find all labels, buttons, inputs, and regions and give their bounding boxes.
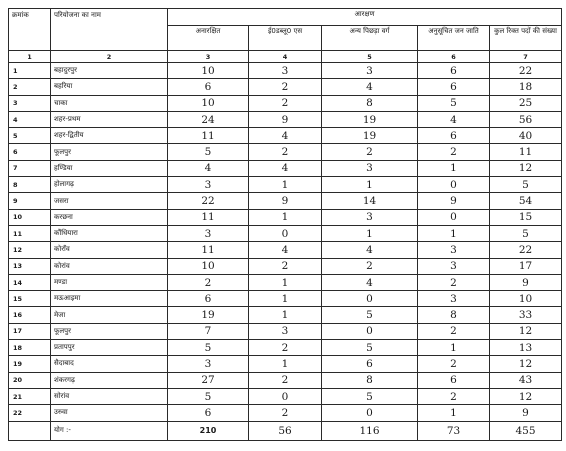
row-value-cell: 12 bbox=[490, 323, 562, 339]
row-serial: 2 bbox=[9, 79, 51, 95]
row-serial: 20 bbox=[9, 372, 51, 388]
row-project-name: फूलपुर bbox=[51, 144, 168, 160]
col-number: 3 bbox=[168, 51, 249, 63]
table-row bbox=[9, 63, 562, 79]
row-value-cell: 2 bbox=[249, 340, 322, 356]
row-value-cell: 10 bbox=[168, 63, 249, 79]
row-value-cell: 4 bbox=[322, 242, 418, 258]
row-serial: 15 bbox=[9, 291, 51, 307]
row-value-cell: 1 bbox=[249, 209, 322, 225]
table-row bbox=[9, 128, 562, 144]
row-serial: 8 bbox=[9, 177, 51, 193]
row-value-cell: 2 bbox=[249, 405, 322, 421]
row-value-cell: 1 bbox=[322, 225, 418, 241]
row-value-cell: 5 bbox=[168, 340, 249, 356]
row-value-cell: 5 bbox=[168, 388, 249, 404]
table-row bbox=[9, 291, 562, 307]
total-cell: 455 bbox=[490, 421, 562, 440]
vacancy-table-document bbox=[8, 8, 561, 441]
row-value-cell: 10 bbox=[168, 258, 249, 274]
row-value-cell: 8 bbox=[322, 95, 418, 111]
row-project-name: मऊआइमा bbox=[51, 291, 168, 307]
row-serial: 21 bbox=[9, 388, 51, 404]
row-value-cell: 1 bbox=[249, 274, 322, 290]
row-value-cell: 9 bbox=[249, 193, 322, 209]
table-row bbox=[9, 95, 562, 111]
row-project-name: मेजा bbox=[51, 307, 168, 323]
row-value-cell: 3 bbox=[168, 356, 249, 372]
row-project-name: बहरिया bbox=[51, 79, 168, 95]
row-value-cell: 5 bbox=[490, 177, 562, 193]
row-project-name: बहादुरपुर bbox=[51, 63, 168, 79]
row-value-cell: 27 bbox=[168, 372, 249, 388]
row-value-cell: 11 bbox=[168, 128, 249, 144]
row-serial: 18 bbox=[9, 340, 51, 356]
row-value-cell: 1 bbox=[249, 291, 322, 307]
table-row bbox=[9, 79, 562, 95]
row-value-cell: 6 bbox=[168, 291, 249, 307]
table-row bbox=[9, 209, 562, 225]
row-serial: 13 bbox=[9, 258, 51, 274]
header-serial: क्रमांक bbox=[9, 9, 51, 51]
row-serial: 1 bbox=[9, 63, 51, 79]
row-value-cell: 3 bbox=[418, 242, 490, 258]
table-row bbox=[9, 160, 562, 176]
row-value-cell: 1 bbox=[249, 356, 322, 372]
row-value-cell: 3 bbox=[418, 291, 490, 307]
row-value-cell: 1 bbox=[322, 177, 418, 193]
col-number: 2 bbox=[51, 51, 168, 63]
row-project-name: कोरांव bbox=[51, 258, 168, 274]
row-value-cell: 2 bbox=[418, 323, 490, 339]
row-value-cell: 6 bbox=[418, 63, 490, 79]
row-value-cell: 8 bbox=[418, 307, 490, 323]
row-value-cell: 6 bbox=[418, 372, 490, 388]
row-value-cell: 3 bbox=[249, 63, 322, 79]
header-unreserved: अनारक्षित bbox=[168, 26, 249, 51]
col-number: 1 bbox=[9, 51, 51, 63]
row-project-name: सैदाबाद bbox=[51, 356, 168, 372]
row-value-cell: 6 bbox=[418, 128, 490, 144]
row-value-cell: 6 bbox=[168, 79, 249, 95]
vacancy-table bbox=[8, 8, 562, 441]
row-value-cell: 8 bbox=[322, 372, 418, 388]
row-value-cell: 2 bbox=[249, 258, 322, 274]
row-value-cell: 54 bbox=[490, 193, 562, 209]
row-value-cell: 5 bbox=[418, 95, 490, 111]
total-cell: 116 bbox=[322, 421, 418, 440]
table-row bbox=[9, 323, 562, 339]
row-value-cell: 56 bbox=[490, 111, 562, 127]
row-value-cell: 0 bbox=[249, 388, 322, 404]
row-value-cell: 3 bbox=[249, 323, 322, 339]
row-value-cell: 1 bbox=[418, 160, 490, 176]
total-row bbox=[9, 421, 562, 440]
row-value-cell: 4 bbox=[168, 160, 249, 176]
row-value-cell: 0 bbox=[418, 209, 490, 225]
col-number: 6 bbox=[418, 51, 490, 63]
row-serial: 12 bbox=[9, 242, 51, 258]
row-value-cell: 9 bbox=[490, 274, 562, 290]
total-cell: 73 bbox=[418, 421, 490, 440]
header-row-top bbox=[9, 9, 562, 26]
row-value-cell: 2 bbox=[418, 388, 490, 404]
row-value-cell: 11 bbox=[490, 144, 562, 160]
row-value-cell: 2 bbox=[249, 144, 322, 160]
table-row bbox=[9, 405, 562, 421]
row-value-cell: 6 bbox=[168, 405, 249, 421]
row-value-cell: 12 bbox=[490, 356, 562, 372]
row-value-cell: 10 bbox=[168, 95, 249, 111]
row-serial: 9 bbox=[9, 193, 51, 209]
row-value-cell: 1 bbox=[249, 307, 322, 323]
header-st: अनुसूचित जन जाति bbox=[418, 26, 490, 51]
table-row bbox=[9, 193, 562, 209]
row-value-cell: 22 bbox=[490, 242, 562, 258]
row-value-cell: 0 bbox=[249, 225, 322, 241]
row-value-cell: 12 bbox=[490, 160, 562, 176]
row-value-cell: 14 bbox=[322, 193, 418, 209]
row-value-cell: 33 bbox=[490, 307, 562, 323]
row-value-cell: 3 bbox=[322, 160, 418, 176]
row-project-name: शहर-द्वितीय bbox=[51, 128, 168, 144]
row-project-name: होलागढ़ bbox=[51, 177, 168, 193]
row-value-cell: 2 bbox=[249, 372, 322, 388]
table-body bbox=[9, 63, 562, 422]
row-serial: 4 bbox=[9, 111, 51, 127]
row-project-name: उरुवा bbox=[51, 405, 168, 421]
row-value-cell: 4 bbox=[249, 160, 322, 176]
table-row bbox=[9, 111, 562, 127]
total-label: योग :- bbox=[51, 421, 168, 440]
row-value-cell: 4 bbox=[418, 111, 490, 127]
table-row bbox=[9, 177, 562, 193]
table-row bbox=[9, 388, 562, 404]
header-ews: ई0डब्लू0 एस bbox=[249, 26, 322, 51]
row-serial: 17 bbox=[9, 323, 51, 339]
row-value-cell: 17 bbox=[490, 258, 562, 274]
row-project-name: कोराँव bbox=[51, 242, 168, 258]
header-number-row bbox=[9, 51, 562, 63]
row-value-cell: 40 bbox=[490, 128, 562, 144]
row-value-cell: 18 bbox=[490, 79, 562, 95]
table-row bbox=[9, 372, 562, 388]
row-value-cell: 5 bbox=[322, 307, 418, 323]
row-value-cell: 1 bbox=[249, 177, 322, 193]
row-value-cell: 0 bbox=[322, 323, 418, 339]
row-value-cell: 2 bbox=[322, 144, 418, 160]
row-serial: 22 bbox=[9, 405, 51, 421]
row-value-cell: 15 bbox=[490, 209, 562, 225]
row-value-cell: 2 bbox=[249, 79, 322, 95]
col-number: 7 bbox=[490, 51, 562, 63]
table-row bbox=[9, 225, 562, 241]
col-number: 5 bbox=[322, 51, 418, 63]
row-value-cell: 4 bbox=[249, 128, 322, 144]
row-value-cell: 5 bbox=[322, 388, 418, 404]
row-project-name: चाका bbox=[51, 95, 168, 111]
row-serial: 19 bbox=[9, 356, 51, 372]
row-project-name: शहर-प्रथम bbox=[51, 111, 168, 127]
row-serial: 10 bbox=[9, 209, 51, 225]
table-row bbox=[9, 307, 562, 323]
row-project-name: करछना bbox=[51, 209, 168, 225]
header-project-name: परियोजना का नाम bbox=[51, 9, 168, 51]
row-value-cell: 2 bbox=[418, 356, 490, 372]
row-project-name: हण्डिया bbox=[51, 160, 168, 176]
row-value-cell: 11 bbox=[168, 242, 249, 258]
row-value-cell: 2 bbox=[418, 144, 490, 160]
row-value-cell: 22 bbox=[490, 63, 562, 79]
row-value-cell: 19 bbox=[322, 128, 418, 144]
row-value-cell: 3 bbox=[168, 177, 249, 193]
row-value-cell: 9 bbox=[490, 405, 562, 421]
row-value-cell: 1 bbox=[418, 225, 490, 241]
row-value-cell: 19 bbox=[322, 111, 418, 127]
total-cell: 210 bbox=[168, 421, 249, 440]
table-row bbox=[9, 340, 562, 356]
table-row bbox=[9, 144, 562, 160]
row-value-cell: 4 bbox=[322, 79, 418, 95]
row-value-cell: 3 bbox=[168, 225, 249, 241]
row-value-cell: 1 bbox=[418, 405, 490, 421]
row-value-cell: 4 bbox=[249, 242, 322, 258]
row-value-cell: 6 bbox=[418, 79, 490, 95]
row-project-name: शंकरगढ़ bbox=[51, 372, 168, 388]
row-project-name: जसरा bbox=[51, 193, 168, 209]
row-value-cell: 0 bbox=[322, 405, 418, 421]
header-reservation: आरक्षण bbox=[168, 9, 562, 26]
row-project-name: कौंधियारा bbox=[51, 225, 168, 241]
row-value-cell: 7 bbox=[168, 323, 249, 339]
row-project-name: सोरांव bbox=[51, 388, 168, 404]
row-serial: 3 bbox=[9, 95, 51, 111]
total-cell: 56 bbox=[249, 421, 322, 440]
row-serial: 7 bbox=[9, 160, 51, 176]
row-value-cell: 2 bbox=[249, 95, 322, 111]
row-value-cell: 5 bbox=[322, 340, 418, 356]
row-value-cell: 2 bbox=[418, 274, 490, 290]
total-blank bbox=[9, 421, 51, 440]
col-number: 4 bbox=[249, 51, 322, 63]
row-value-cell: 4 bbox=[322, 274, 418, 290]
row-serial: 5 bbox=[9, 128, 51, 144]
row-value-cell: 0 bbox=[418, 177, 490, 193]
table-row bbox=[9, 258, 562, 274]
row-value-cell: 43 bbox=[490, 372, 562, 388]
row-project-name: फूलपुर bbox=[51, 323, 168, 339]
row-value-cell: 25 bbox=[490, 95, 562, 111]
row-value-cell: 6 bbox=[322, 356, 418, 372]
row-value-cell: 19 bbox=[168, 307, 249, 323]
row-value-cell: 11 bbox=[168, 209, 249, 225]
header-obc: अन्य पिछड़ा वर्ग bbox=[322, 26, 418, 51]
row-value-cell: 9 bbox=[249, 111, 322, 127]
row-value-cell: 3 bbox=[322, 63, 418, 79]
row-value-cell: 2 bbox=[322, 258, 418, 274]
row-serial: 14 bbox=[9, 274, 51, 290]
row-value-cell: 5 bbox=[490, 225, 562, 241]
row-value-cell: 13 bbox=[490, 340, 562, 356]
row-value-cell: 12 bbox=[490, 388, 562, 404]
row-value-cell: 22 bbox=[168, 193, 249, 209]
row-value-cell: 3 bbox=[418, 258, 490, 274]
row-serial: 11 bbox=[9, 225, 51, 241]
table-row bbox=[9, 242, 562, 258]
row-project-name: प्रतापपुर bbox=[51, 340, 168, 356]
table-row bbox=[9, 356, 562, 372]
row-value-cell: 0 bbox=[322, 291, 418, 307]
row-value-cell: 2 bbox=[168, 274, 249, 290]
table-row bbox=[9, 274, 562, 290]
row-project-name: मण्डा bbox=[51, 274, 168, 290]
row-value-cell: 10 bbox=[490, 291, 562, 307]
header-total-vacancies: कुल रिक्त पदों की संख्या bbox=[490, 26, 562, 51]
row-serial: 16 bbox=[9, 307, 51, 323]
row-value-cell: 3 bbox=[322, 209, 418, 225]
row-value-cell: 1 bbox=[418, 340, 490, 356]
row-value-cell: 5 bbox=[168, 144, 249, 160]
row-value-cell: 9 bbox=[418, 193, 490, 209]
row-serial: 6 bbox=[9, 144, 51, 160]
row-value-cell: 24 bbox=[168, 111, 249, 127]
